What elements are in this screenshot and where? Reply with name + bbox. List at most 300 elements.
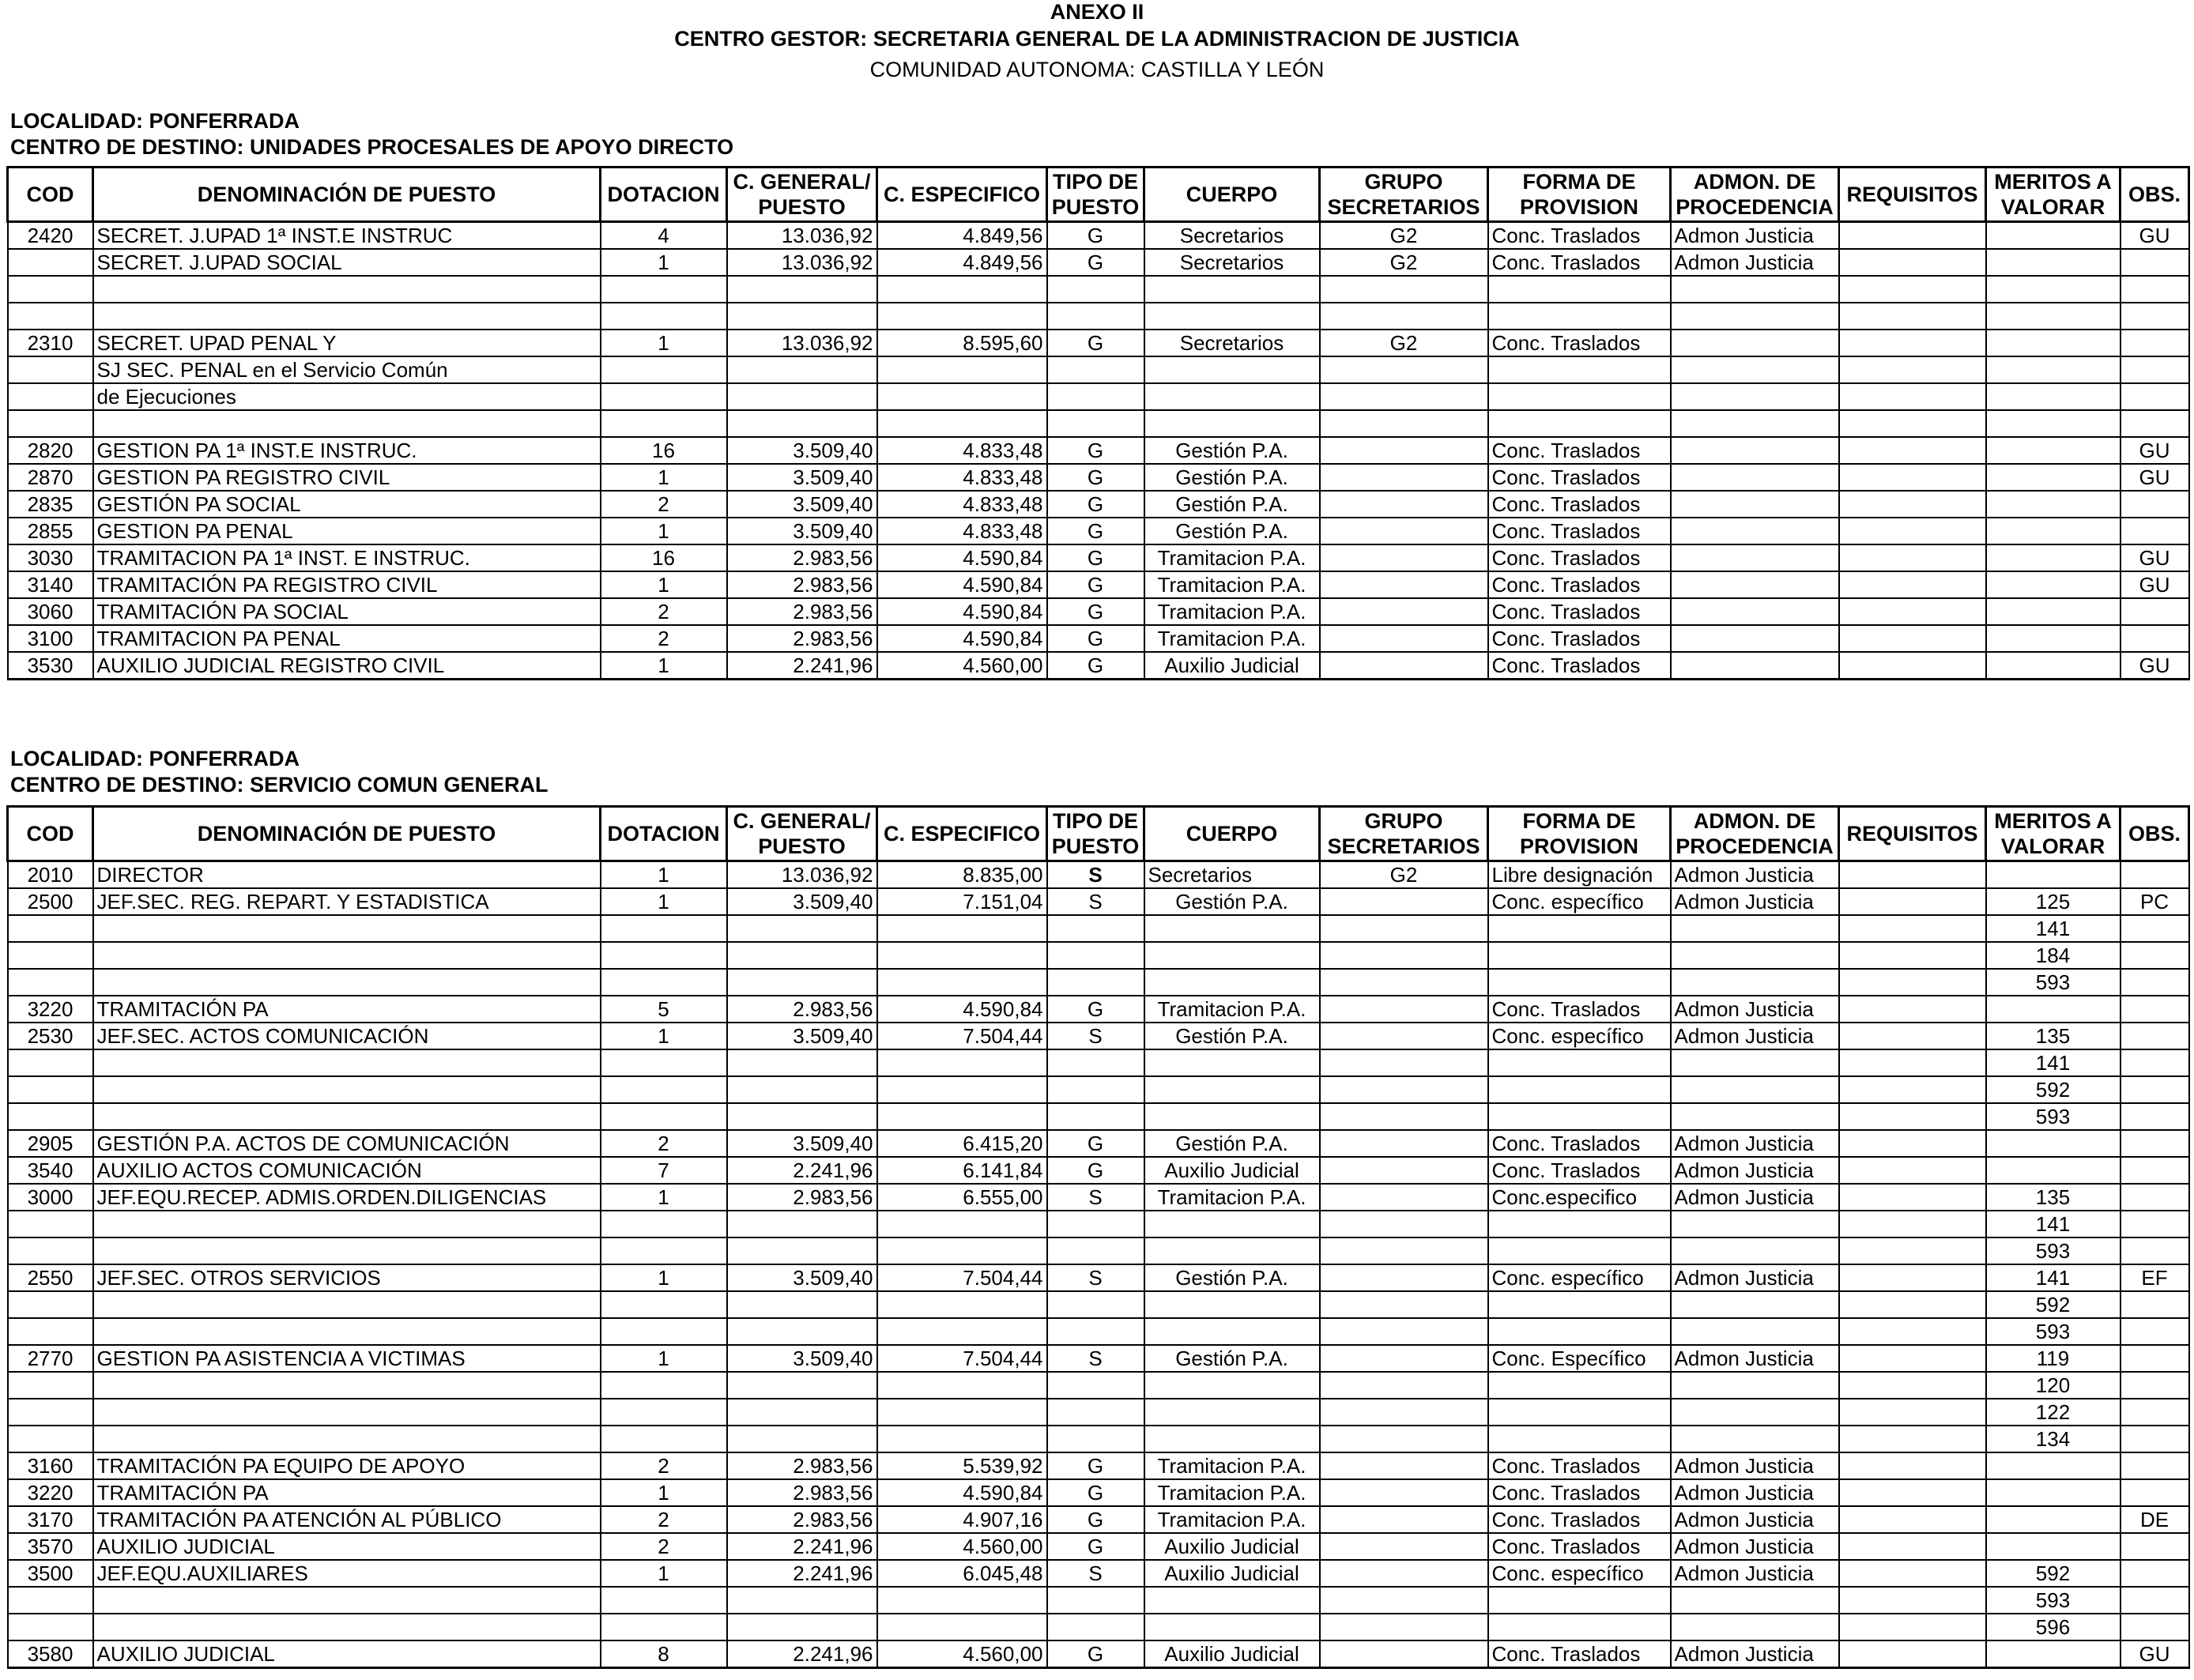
cell-cod: 3570 [8, 1533, 93, 1560]
cell-c-general [727, 1237, 877, 1264]
cell-obs [2120, 1452, 2189, 1479]
cell-cod: 3000 [8, 1184, 93, 1211]
cell-admon-procedencia [1671, 571, 1839, 598]
cell-c-especifico [877, 276, 1047, 303]
cell-c-especifico: 4.849,56 [877, 249, 1047, 276]
cell-cod [8, 303, 93, 330]
cell-grupo: G2 [1320, 249, 1488, 276]
table-row [8, 1157, 2189, 1184]
cell-grupo [1320, 518, 1488, 544]
cell-cuerpo [1144, 276, 1320, 303]
cell-meritos [1986, 598, 2120, 625]
cell-meritos [1986, 437, 2120, 464]
cell-dotacion: 1 [601, 1479, 727, 1506]
cell-admon-procedencia [1671, 1426, 1839, 1452]
cell-obs [2120, 1560, 2189, 1587]
cell-obs [2120, 1049, 2189, 1076]
cell-cuerpo [1144, 1291, 1320, 1318]
cell-requisitos [1839, 1076, 1986, 1103]
cell-forma-provision [1488, 1318, 1671, 1345]
cell-c-general: 3.509,40 [727, 491, 877, 518]
cell-requisitos [1839, 1157, 1986, 1184]
cell-obs: EF [2120, 1264, 2189, 1291]
cell-tipo [1047, 303, 1144, 330]
cell-meritos [1986, 625, 2120, 652]
cell-obs [2120, 330, 2189, 356]
table-row [8, 1506, 2189, 1533]
cell-obs: GU [2120, 464, 2189, 491]
cell-meritos: 184 [1986, 942, 2120, 969]
col-admon: ADMON. DE PROCEDENCIA [1671, 807, 1839, 861]
cell-forma-provision: Conc. Traslados [1488, 652, 1671, 680]
cell-tipo: G [1047, 598, 1144, 625]
cell-denominacion: JEF.SEC. OTROS SERVICIOS [93, 1264, 601, 1291]
cell-cuerpo [1144, 1076, 1320, 1103]
cell-meritos: 135 [1986, 1184, 2120, 1211]
cell-cod [8, 1237, 93, 1264]
cell-cod [8, 1318, 93, 1345]
cell-grupo [1320, 996, 1488, 1023]
cell-admon-procedencia: Admon Justicia [1671, 1479, 1839, 1506]
cell-grupo [1320, 544, 1488, 571]
cell-cuerpo [1144, 1614, 1320, 1640]
col-dotacion: DOTACION [601, 807, 727, 861]
cell-requisitos [1839, 969, 1986, 996]
cell-c-especifico [877, 1587, 1047, 1614]
cell-tipo: G [1047, 1452, 1144, 1479]
cell-c-especifico: 4.590,84 [877, 1479, 1047, 1506]
cell-tipo [1047, 1211, 1144, 1237]
cell-forma-provision: Conc. Traslados [1488, 996, 1671, 1023]
cell-dotacion [601, 1076, 727, 1103]
col-tipo: TIPO DE PUESTO [1047, 168, 1144, 222]
cell-meritos [1986, 1640, 2120, 1668]
cell-tipo: G [1047, 544, 1144, 571]
col-tipo: TIPO DE PUESTO [1047, 807, 1144, 861]
cell-requisitos [1839, 1103, 1986, 1130]
cell-c-especifico [877, 1318, 1047, 1345]
table-row [8, 1130, 2189, 1157]
cell-admon-procedencia [1671, 276, 1839, 303]
col-c-general: C. GENERAL/ PUESTO [727, 168, 877, 222]
cell-admon-procedencia [1671, 1076, 1839, 1103]
cell-denominacion: GESTION PA ASISTENCIA A VICTIMAS [93, 1345, 601, 1372]
cell-c-especifico: 7.504,44 [877, 1264, 1047, 1291]
cell-cuerpo [1144, 1426, 1320, 1452]
cell-tipo [1047, 383, 1144, 410]
section-1-header-row [8, 168, 2189, 222]
cell-cuerpo: Gestión P.A. [1144, 464, 1320, 491]
cell-meritos [1986, 544, 2120, 571]
col-cod: COD [8, 168, 93, 222]
cell-cuerpo: Gestión P.A. [1144, 888, 1320, 915]
cell-tipo: G [1047, 996, 1144, 1023]
cell-cod [8, 1211, 93, 1237]
cell-cuerpo [1144, 1372, 1320, 1399]
cell-requisitos [1839, 1640, 1986, 1668]
cell-cod [8, 969, 93, 996]
cell-meritos [1986, 464, 2120, 491]
cell-cuerpo [1144, 1587, 1320, 1614]
cell-forma-provision [1488, 1211, 1671, 1237]
cell-requisitos [1839, 598, 1986, 625]
cell-obs [2120, 303, 2189, 330]
cell-cod: 3170 [8, 1506, 93, 1533]
table-row [8, 491, 2189, 518]
cell-forma-provision [1488, 356, 1671, 383]
cell-forma-provision: Conc. Traslados [1488, 491, 1671, 518]
cell-c-general: 13.036,92 [727, 222, 877, 250]
cell-cuerpo: Tramitacion P.A. [1144, 1452, 1320, 1479]
cell-grupo [1320, 1211, 1488, 1237]
cell-denominacion [93, 1614, 601, 1640]
cell-obs [2120, 1130, 2189, 1157]
cell-grupo [1320, 1640, 1488, 1668]
cell-requisitos [1839, 996, 1986, 1023]
cell-forma-provision [1488, 1103, 1671, 1130]
cell-c-general: 2.983,56 [727, 571, 877, 598]
cell-admon-procedencia [1671, 1587, 1839, 1614]
cell-meritos [1986, 1533, 2120, 1560]
cell-forma-provision [1488, 1372, 1671, 1399]
cell-dotacion [601, 1614, 727, 1640]
cell-denominacion [93, 1049, 601, 1076]
cell-dotacion [601, 969, 727, 996]
cell-meritos [1986, 222, 2120, 250]
cell-c-especifico [877, 1076, 1047, 1103]
cell-grupo [1320, 1587, 1488, 1614]
cell-meritos: 592 [1986, 1076, 2120, 1103]
cell-forma-provision: Conc. Traslados [1488, 249, 1671, 276]
table-row [8, 1560, 2189, 1587]
cell-meritos: 593 [1986, 1318, 2120, 1345]
cell-c-general: 13.036,92 [727, 330, 877, 356]
cell-requisitos [1839, 1237, 1986, 1264]
cell-c-especifico [877, 915, 1047, 942]
cell-tipo: G [1047, 571, 1144, 598]
cell-denominacion: AUXILIO ACTOS COMUNICACIÓN [93, 1157, 601, 1184]
cell-cuerpo: Secretarios [1144, 249, 1320, 276]
cell-requisitos [1839, 356, 1986, 383]
cell-cod: 2010 [8, 861, 93, 889]
cell-grupo [1320, 1130, 1488, 1157]
cell-requisitos [1839, 464, 1986, 491]
cell-c-especifico [877, 410, 1047, 437]
cell-denominacion [93, 1399, 601, 1426]
cell-c-especifico [877, 303, 1047, 330]
cell-c-general [727, 1399, 877, 1426]
cell-meritos: 141 [1986, 1264, 2120, 1291]
cell-dotacion [601, 1049, 727, 1076]
cell-denominacion [93, 1291, 601, 1318]
cell-requisitos [1839, 1452, 1986, 1479]
cell-grupo [1320, 303, 1488, 330]
cell-c-especifico: 4.590,84 [877, 571, 1047, 598]
cell-forma-provision: Conc. específico [1488, 1560, 1671, 1587]
cell-requisitos [1839, 437, 1986, 464]
cell-obs: GU [2120, 1640, 2189, 1668]
cell-cuerpo [1144, 1103, 1320, 1130]
cell-denominacion [93, 1076, 601, 1103]
cell-meritos [1986, 356, 2120, 383]
cell-denominacion: JEF.SEC. ACTOS COMUNICACIÓN [93, 1023, 601, 1049]
cell-dotacion: 2 [601, 1130, 727, 1157]
cell-cod [8, 383, 93, 410]
cell-cuerpo: Gestión P.A. [1144, 437, 1320, 464]
cell-c-especifico [877, 356, 1047, 383]
cell-obs [2120, 1157, 2189, 1184]
cell-forma-provision: Libre designación [1488, 861, 1671, 889]
cell-denominacion: GESTIÓN PA SOCIAL [93, 491, 601, 518]
cell-denominacion [93, 1103, 601, 1130]
cell-c-especifico: 7.504,44 [877, 1345, 1047, 1372]
cell-c-especifico: 6.555,00 [877, 1184, 1047, 1211]
cell-dotacion [601, 383, 727, 410]
annex-title: ANEXO II [1050, 0, 1144, 24]
col-cuerpo: CUERPO [1144, 168, 1320, 222]
cell-admon-procedencia: Admon Justicia [1671, 1560, 1839, 1587]
cell-cuerpo: Tramitacion P.A. [1144, 996, 1320, 1023]
cell-cuerpo [1144, 1049, 1320, 1076]
cell-obs [2120, 625, 2189, 652]
cell-tipo: S [1047, 861, 1144, 889]
cell-c-especifico [877, 942, 1047, 969]
cell-tipo [1047, 1318, 1144, 1345]
cell-admon-procedencia [1671, 1614, 1839, 1640]
cell-denominacion [93, 1318, 601, 1345]
cell-tipo: S [1047, 888, 1144, 915]
cell-cuerpo: Auxilio Judicial [1144, 1533, 1320, 1560]
table-row [8, 330, 2189, 356]
cell-obs [2120, 1345, 2189, 1372]
cell-obs [2120, 356, 2189, 383]
table-row [8, 1640, 2189, 1668]
cell-dotacion: 1 [601, 1264, 727, 1291]
cell-obs [2120, 1479, 2189, 1506]
cell-tipo: S [1047, 1184, 1144, 1211]
cell-denominacion: TRAMITACIÓN PA EQUIPO DE APOYO [93, 1452, 601, 1479]
cell-forma-provision: Conc. Traslados [1488, 571, 1671, 598]
cell-c-general: 13.036,92 [727, 249, 877, 276]
cell-requisitos [1839, 518, 1986, 544]
cell-forma-provision [1488, 383, 1671, 410]
section-1-localidad: LOCALIDAD: PONFERRADA [10, 109, 300, 133]
cell-cuerpo [1144, 410, 1320, 437]
cell-cod: 2310 [8, 330, 93, 356]
cell-requisitos [1839, 383, 1986, 410]
cell-grupo [1320, 598, 1488, 625]
cell-c-general [727, 1049, 877, 1076]
cell-cuerpo: Tramitacion P.A. [1144, 1184, 1320, 1211]
cell-meritos: 596 [1986, 1614, 2120, 1640]
table-row [8, 383, 2189, 410]
cell-requisitos [1839, 1399, 1986, 1426]
cell-grupo [1320, 571, 1488, 598]
col-meritos: MERITOS A VALORAR [1986, 168, 2120, 222]
cell-admon-procedencia [1671, 1049, 1839, 1076]
cell-c-general: 3.509,40 [727, 1023, 877, 1049]
cell-forma-provision: Conc. Traslados [1488, 625, 1671, 652]
cell-denominacion [93, 276, 601, 303]
cell-denominacion [93, 1211, 601, 1237]
cell-c-general [727, 303, 877, 330]
col-cod: COD [8, 807, 93, 861]
cell-cod: 3060 [8, 598, 93, 625]
table-row [8, 652, 2189, 680]
cell-meritos [1986, 491, 2120, 518]
cell-admon-procedencia [1671, 1372, 1839, 1399]
cell-denominacion: SECRET. J.UPAD 1ª INST.E INSTRUC [93, 222, 601, 250]
cell-dotacion [601, 356, 727, 383]
cell-denominacion [93, 410, 601, 437]
table-row [8, 625, 2189, 652]
cell-admon-procedencia [1671, 330, 1839, 356]
cell-dotacion: 1 [601, 1560, 727, 1587]
cell-c-general: 3.509,40 [727, 1264, 877, 1291]
cell-forma-provision: Conc. Traslados [1488, 518, 1671, 544]
cell-tipo: G [1047, 518, 1144, 544]
cell-forma-provision: Conc. Traslados [1488, 464, 1671, 491]
cell-grupo: G2 [1320, 861, 1488, 889]
cell-forma-provision [1488, 303, 1671, 330]
cell-cod: 2530 [8, 1023, 93, 1049]
cell-obs [2120, 383, 2189, 410]
cell-cod: 2855 [8, 518, 93, 544]
cell-dotacion: 1 [601, 518, 727, 544]
cell-grupo: G2 [1320, 222, 1488, 250]
cell-meritos: 120 [1986, 1372, 2120, 1399]
cell-cod [8, 276, 93, 303]
section-1-table [6, 166, 2190, 680]
cell-obs: DE [2120, 1506, 2189, 1533]
cell-dotacion [601, 1426, 727, 1452]
cell-admon-procedencia [1671, 356, 1839, 383]
cell-forma-provision: Conc. Traslados [1488, 1479, 1671, 1506]
cell-admon-procedencia: Admon Justicia [1671, 1130, 1839, 1157]
cell-requisitos [1839, 1130, 1986, 1157]
cell-c-general: 3.509,40 [727, 1130, 877, 1157]
cell-tipo [1047, 915, 1144, 942]
cell-cod [8, 1614, 93, 1640]
cell-obs [2120, 1237, 2189, 1264]
section-2-header-row [8, 807, 2189, 861]
cell-grupo [1320, 276, 1488, 303]
cell-dotacion [601, 1211, 727, 1237]
cell-admon-procedencia [1671, 544, 1839, 571]
cell-meritos [1986, 1506, 2120, 1533]
cell-admon-procedencia [1671, 598, 1839, 625]
cell-requisitos [1839, 625, 1986, 652]
table-row [8, 1318, 2189, 1345]
cell-dotacion [601, 1237, 727, 1264]
cell-forma-provision [1488, 410, 1671, 437]
cell-c-general: 3.509,40 [727, 1345, 877, 1372]
table-row [8, 1291, 2189, 1318]
table-row [8, 1426, 2189, 1452]
cell-forma-provision: Conc. Traslados [1488, 598, 1671, 625]
cell-c-especifico [877, 1049, 1047, 1076]
cell-requisitos [1839, 915, 1986, 942]
cell-requisitos [1839, 942, 1986, 969]
cell-requisitos [1839, 1560, 1986, 1587]
cell-cuerpo: Secretarios [1144, 330, 1320, 356]
col-forma: FORMA DE PROVISION [1488, 807, 1671, 861]
cell-denominacion [93, 915, 601, 942]
table-row [8, 1237, 2189, 1264]
cell-c-especifico: 4.833,48 [877, 437, 1047, 464]
col-denominacion: DENOMINACIÓN DE PUESTO [93, 168, 601, 222]
cell-dotacion: 5 [601, 996, 727, 1023]
cell-meritos: 593 [1986, 969, 2120, 996]
cell-cod: 3140 [8, 571, 93, 598]
cell-meritos: 141 [1986, 1049, 2120, 1076]
cell-denominacion: SECRET. J.UPAD SOCIAL [93, 249, 601, 276]
cell-meritos: 592 [1986, 1291, 2120, 1318]
cell-c-general: 2.983,56 [727, 1452, 877, 1479]
cell-c-especifico: 6.415,20 [877, 1130, 1047, 1157]
cell-dotacion: 1 [601, 1023, 727, 1049]
cell-c-general: 3.509,40 [727, 518, 877, 544]
cell-forma-provision: Conc. Traslados [1488, 1130, 1671, 1157]
cell-denominacion: TRAMITACIÓN PA [93, 1479, 601, 1506]
cell-cuerpo: Gestión P.A. [1144, 1345, 1320, 1372]
cell-dotacion: 1 [601, 1345, 727, 1372]
cell-c-general: 2.983,56 [727, 996, 877, 1023]
cell-denominacion: GESTIÓN P.A. ACTOS DE COMUNICACIÓN [93, 1130, 601, 1157]
cell-cuerpo [1144, 1399, 1320, 1426]
cell-cuerpo: Gestión P.A. [1144, 1264, 1320, 1291]
cell-requisitos [1839, 1614, 1986, 1640]
cell-forma-provision [1488, 1614, 1671, 1640]
table-row [8, 861, 2189, 889]
table-row [8, 969, 2189, 996]
cell-obs [2120, 276, 2189, 303]
cell-obs [2120, 1426, 2189, 1452]
cell-meritos: 141 [1986, 1211, 2120, 1237]
cell-meritos: 592 [1986, 1560, 2120, 1587]
cell-requisitos [1839, 652, 1986, 680]
cell-cuerpo [1144, 383, 1320, 410]
cell-dotacion [601, 1318, 727, 1345]
cell-requisitos [1839, 1506, 1986, 1533]
cell-grupo [1320, 652, 1488, 680]
cell-requisitos [1839, 1291, 1986, 1318]
cell-cod [8, 1587, 93, 1614]
cell-tipo [1047, 942, 1144, 969]
cell-admon-procedencia [1671, 491, 1839, 518]
table-row [8, 437, 2189, 464]
cell-cod: 2835 [8, 491, 93, 518]
cell-c-general [727, 1426, 877, 1452]
cell-c-especifico [877, 1399, 1047, 1426]
cell-forma-provision: Conc. Traslados [1488, 222, 1671, 250]
cell-grupo [1320, 1506, 1488, 1533]
cell-tipo: S [1047, 1264, 1144, 1291]
cell-tipo [1047, 1426, 1144, 1452]
cell-meritos [1986, 518, 2120, 544]
cell-c-general [727, 276, 877, 303]
cell-admon-procedencia: Admon Justicia [1671, 996, 1839, 1023]
cell-c-especifico: 7.504,44 [877, 1023, 1047, 1049]
cell-cuerpo: Tramitacion P.A. [1144, 1506, 1320, 1533]
cell-cuerpo [1144, 303, 1320, 330]
cell-c-general: 3.509,40 [727, 437, 877, 464]
cell-c-especifico [877, 1291, 1047, 1318]
cell-c-especifico: 4.590,84 [877, 996, 1047, 1023]
cell-c-general: 2.983,56 [727, 1184, 877, 1211]
cell-forma-provision [1488, 1399, 1671, 1426]
cell-grupo [1320, 1184, 1488, 1211]
